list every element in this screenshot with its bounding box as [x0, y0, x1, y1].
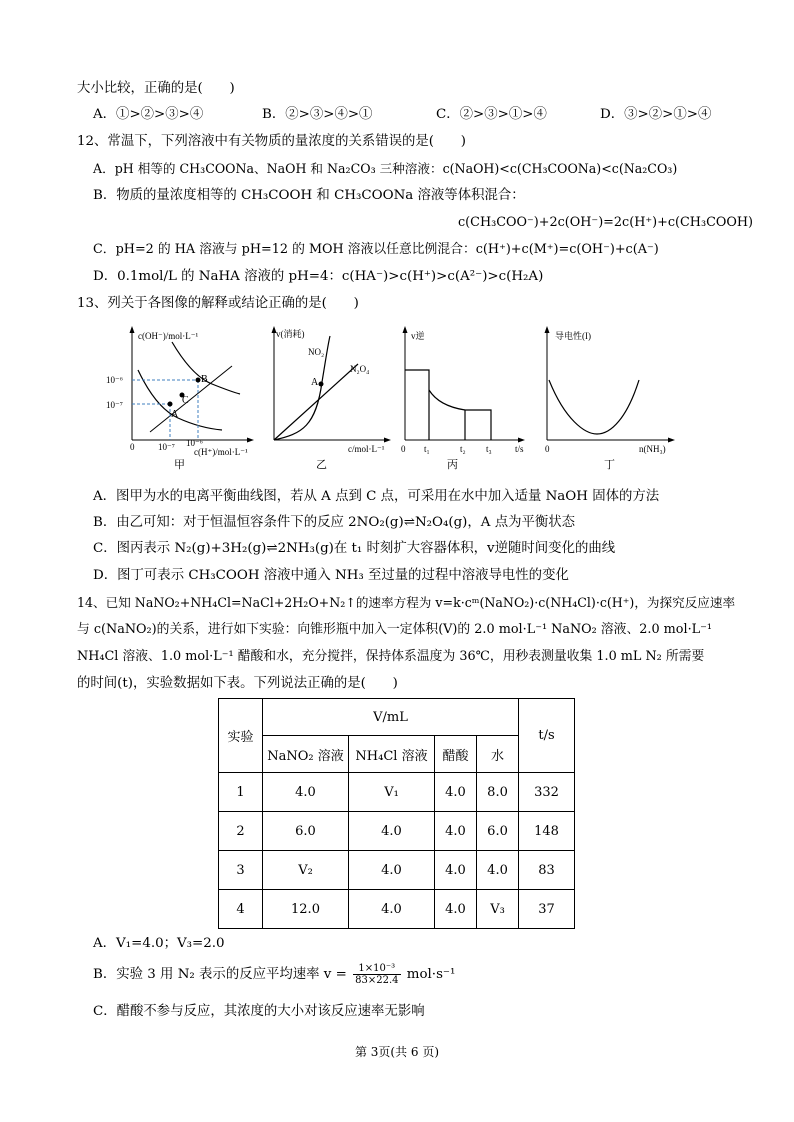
- figure-caption: 甲: [174, 459, 185, 471]
- no2-line: [274, 364, 358, 440]
- col-water: 水: [477, 736, 519, 773]
- figure-bing: [393, 322, 533, 472]
- q14-stem-line2: 与 c(NaNO₂)的关系，进行如下实验：向锥形瓶中加入一定体积(V)的 2.0 mol·L⁻¹ NaNO₂ 溶液、2.0 mol·L⁻¹: [77, 622, 713, 637]
- table-cell: 4.0: [349, 851, 435, 890]
- rate-unit: mol·s⁻¹: [406, 967, 456, 982]
- experiment-table: [218, 698, 575, 929]
- axis-x-label: c/mol·L⁻¹: [348, 444, 385, 454]
- table-row: [219, 851, 575, 890]
- v-curve: [429, 390, 465, 410]
- table-cell: 6.0: [477, 812, 519, 851]
- q14-stem-line1: 14、已知 NaNO₂+NH₄Cl=NaCl+2H₂O+N₂↑的速率方程为 v=k·cᵐ(NaNO₂)·c(NH₄Cl)·c(H⁺)，为探究反应速率: [77, 595, 736, 610]
- table-cell: 6.0: [263, 812, 349, 851]
- v-before-t1: [405, 370, 429, 440]
- x-tick-1: 10⁻⁷: [158, 442, 175, 452]
- point-a-label: A: [311, 377, 319, 388]
- neutral-line: [150, 366, 232, 432]
- col-acetic-acid: 醋酸: [435, 736, 477, 773]
- page-footer: 第 3页(共 6 页): [354, 1045, 440, 1059]
- point-a-label: A: [171, 409, 179, 420]
- table-cell: 83: [519, 851, 575, 890]
- q14-stem-line4: 的时间(t)，实验数据如下表。下列说法正确的是( ): [77, 676, 398, 691]
- table-row: [219, 890, 575, 929]
- q12-option-b-equation: c(CH₃COO⁻)+2c(OH⁻)=2c(H⁺)+c(CH₃COOH): [458, 215, 754, 230]
- q12-option-d: D．0.1mol/L 的 NaHA 溶液的 pH=4：c(HA⁻)>c(H⁺)>c(A²⁻)>c(H₂A): [93, 269, 544, 284]
- axis-x-label: c(H⁺)/mol·L⁻¹: [194, 447, 248, 457]
- table-cell: 37: [519, 890, 575, 929]
- table-cell: 2: [219, 812, 263, 851]
- q13-option-d: D．图丁可表示 CH₃COOH 溶液中通入 NH₃ 至过量的过程中溶液导电性的变化: [93, 568, 569, 583]
- q13-option-a: A．图甲为水的电离平衡曲线图，若从 A 点到 C 点，可采用在水中加入适量 NaOH 固体的方法: [93, 489, 660, 504]
- point-c-label: C: [182, 395, 189, 406]
- q13-option-b: B．由乙可知：对于恒温恒容条件下的反应 2NO₂(g)⇌N₂O₄(g)，A 点为平衡状态: [93, 515, 576, 530]
- table-cell: 332: [519, 773, 575, 812]
- q14-option-b: [93, 962, 455, 988]
- q13-stem: 13、列关于各图像的解释或结论正确的是( ): [77, 296, 359, 311]
- q11-option-d: D．③>②>①>④: [600, 107, 712, 122]
- axis-x-label: t/s: [515, 444, 524, 454]
- axis-y-label: v(消耗): [276, 329, 305, 339]
- series-n2o4-label: N₂O₄: [350, 364, 370, 374]
- x-tick-t2: t₂: [460, 444, 466, 454]
- header-volume: V/mL: [263, 699, 519, 736]
- table-row: [219, 812, 575, 851]
- point-b: [196, 378, 201, 383]
- y-tick-2: 10⁻⁷: [106, 400, 123, 410]
- figure-caption: 丙: [447, 459, 458, 471]
- table-cell: 12.0: [263, 890, 349, 929]
- v-plateau: [465, 410, 491, 440]
- col-nano2: NaNO₂ 溶液: [263, 736, 349, 773]
- table-cell: 1: [219, 773, 263, 812]
- table-cell: V₃: [477, 890, 519, 929]
- point-b-label: B: [201, 374, 208, 385]
- q12-option-c: C．pH=2 的 HA 溶液与 pH=12 的 MOH 溶液以任意比例混合：c(H⁺)+c(M⁺)=c(OH⁻)+c(A⁻): [93, 242, 659, 257]
- q11-stem-tail: 大小比较，正确的是( ): [77, 81, 235, 96]
- table-cell: 4.0: [435, 812, 477, 851]
- point-a: [319, 382, 324, 387]
- point-a: [168, 402, 173, 407]
- x-tick-t3: t₃: [486, 444, 492, 454]
- axis-y-label: 导电性(I): [555, 331, 591, 341]
- table-cell: 4.0: [435, 773, 477, 812]
- table-cell: V₁: [349, 773, 435, 812]
- isotherm-low: [138, 370, 222, 430]
- table-cell: 4.0: [477, 851, 519, 890]
- table-cell: 3: [219, 851, 263, 890]
- table-cell: 8.0: [477, 773, 519, 812]
- q11-option-c: C．②>③>①>④: [436, 107, 547, 122]
- figure-yi: [262, 322, 397, 472]
- rate-denominator: 83×22.4: [355, 975, 399, 986]
- header-experiment: 实验: [219, 699, 263, 773]
- table-cell: 4: [219, 890, 263, 929]
- axis-x-label: n(NH₃): [639, 444, 666, 454]
- conductivity-curve: [549, 380, 639, 434]
- q13-option-c: C．图丙表示 N₂(g)+3H₂(g)⇌2NH₃(g)在 t₁ 时刻扩大容器体积，v逆随时间变化的曲线: [93, 541, 616, 556]
- q12-stem: 12、常温下，下列溶液中有关物质的量浓度的关系错误的是( ): [77, 134, 467, 149]
- table-row: [219, 773, 575, 812]
- figure-ding: [535, 322, 685, 472]
- table-cell: 4.0: [349, 812, 435, 851]
- table-cell: 148: [519, 812, 575, 851]
- table-cell: 4.0: [263, 773, 349, 812]
- q14-option-c: C．醋酸不参与反应，其浓度的大小对该反应速率无影响: [93, 1004, 425, 1019]
- header-time: t/s: [519, 699, 575, 773]
- figure-caption: 乙: [316, 459, 327, 471]
- table-cell: 4.0: [349, 890, 435, 929]
- axis-y-label: v逆: [411, 331, 425, 341]
- origin-label: 0: [401, 444, 406, 454]
- x-tick-2: 10⁻⁶: [186, 438, 203, 448]
- figure-caption: 丁: [604, 459, 615, 471]
- q14-option-a: A．V₁=4.0；V₃=2.0: [93, 936, 225, 951]
- q14-stem-line3: NH₄Cl 溶液、1.0 mol·L⁻¹ 醋酸和水，充分搅拌，保持体系温度为 36℃，用秒表测量收集 1.0 mL N₂ 所需要: [77, 649, 705, 664]
- x-tick-t1: t₁: [424, 444, 430, 454]
- table-cell: 4.0: [435, 851, 477, 890]
- series-no2-label: NO₂: [308, 347, 325, 357]
- q12-option-a: A．pH 相等的 CH₃COONa、NaOH 和 Na₂CO₃ 三种溶液：c(NaOH)<c(CH₃COONa)<c(Na₂CO₃): [93, 161, 678, 176]
- figure-jia: [100, 322, 270, 472]
- rate-fraction: [353, 963, 400, 986]
- q11-option-a: A．①>②>③>④: [93, 107, 204, 122]
- rate-numerator: 1×10⁻³: [353, 963, 400, 975]
- y-tick-1: 10⁻⁶: [106, 375, 123, 385]
- q14-option-b-text: B．实验 3 用 N₂ 表示的反应平均速率 v =: [93, 967, 347, 982]
- col-nh4cl: NH₄Cl 溶液: [349, 736, 435, 773]
- table-cell: 4.0: [435, 890, 477, 929]
- table-cell: V₂: [263, 851, 349, 890]
- origin-label: 0: [130, 442, 135, 452]
- q11-option-b: B．②>③>④>①: [262, 107, 373, 122]
- q12-option-b: B．物质的量浓度相等的 CH₃COOH 和 CH₃COONa 溶液等体积混合：: [93, 188, 525, 203]
- axis-y-label: c(OH⁻)/mol·L⁻¹: [138, 331, 199, 341]
- origin-label: 0: [545, 444, 550, 454]
